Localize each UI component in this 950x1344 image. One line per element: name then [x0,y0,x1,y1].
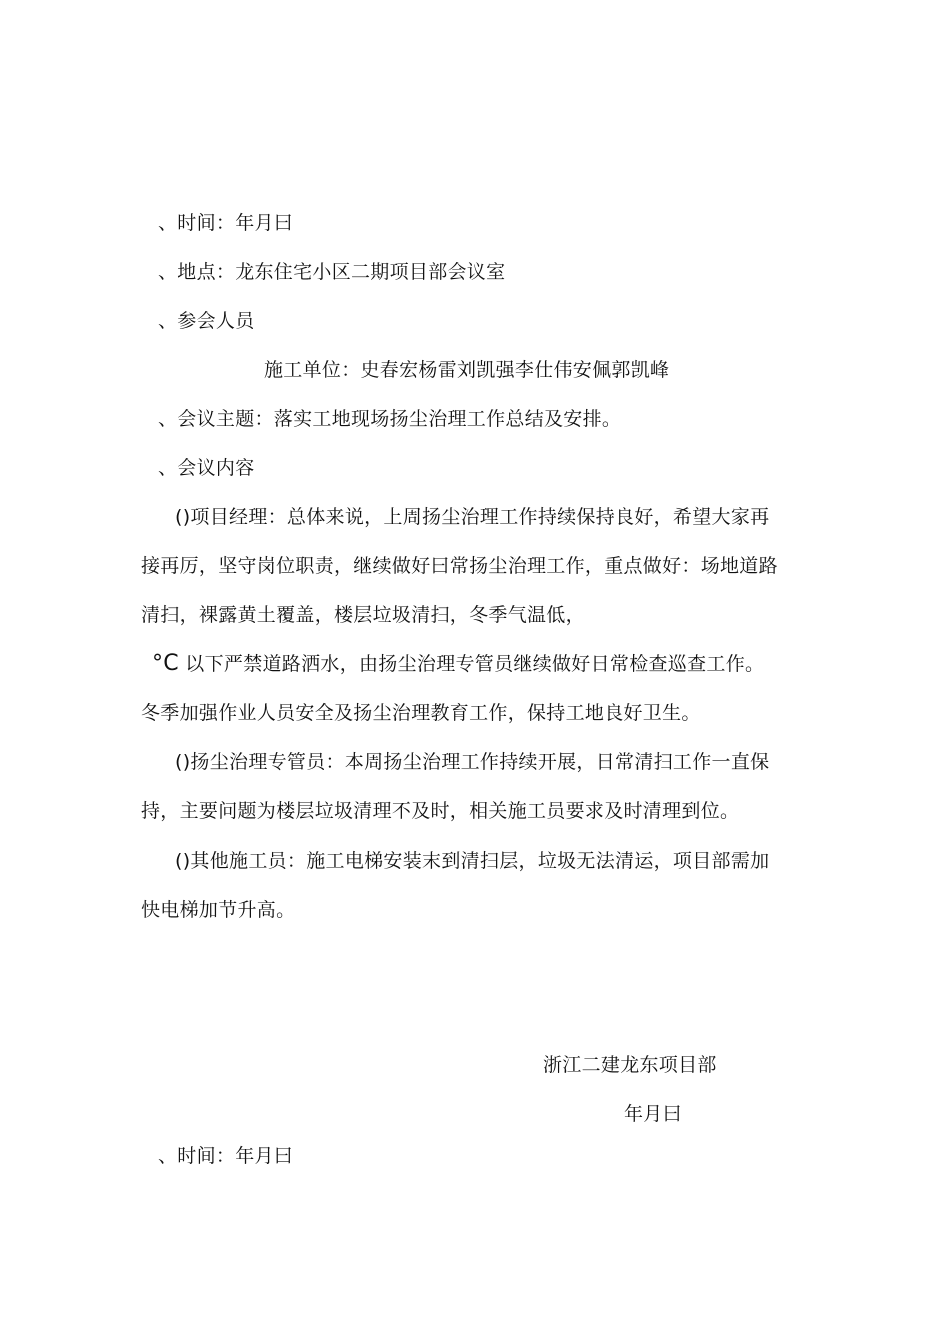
project-manager-line-5: 冬季加强作业人员安全及扬尘治理教育工作，保持工地良好卫生。 [141,702,701,724]
construction-unit-attendees: 施工单位：史春宏杨雷刘凯强李仕伟安佩郭凯峰 [264,359,670,381]
celsius-symbol: °C [152,651,179,676]
meeting-location: 、地点：龙东住宅小区二期项目部会议室 [158,261,506,283]
project-manager-line-2: 接再厉，坚守岗位职责，继续做好曰常扬尘治理工作，重点做好：场地道路 [141,555,778,577]
signature-date: 年月曰 [624,1103,682,1125]
project-manager-line-3: 清扫，裸露黄土覆盖，楼层垃圾清扫，冬季气温低， [141,604,585,626]
other-staff-line-2: 快电梯加节升高。 [141,899,296,921]
meeting-topic: 、会议主题：落实工地现场扬尘治理工作总结及安排。 [158,408,622,430]
dust-supervisor-line-2: 持，主要问题为楼层垃圾清理不及时，相关施工员要求及时清理到位。 [141,800,740,822]
project-manager-line-4 [152,651,764,677]
meeting-content-label: 、会议内容 [158,457,255,479]
next-meeting-time: 、时间：年月曰 [158,1145,294,1167]
signature-organization: 浙江二建龙东项目部 [543,1054,717,1076]
dust-supervisor-line-1: ()扬尘治理专管员：本周扬尘治理工作持续开展，日常清扫工作一直保 [175,751,770,773]
meeting-time: 、时间：年月曰 [158,212,294,234]
project-manager-line-4-text: 以下严禁道路洒水，由扬尘治理专管员继续做好日常检查巡查工作。 [178,653,765,675]
project-manager-line-1: ()项目经理：总体来说，上周扬尘治理工作持续保持良好，希望大家再 [175,506,770,528]
attendees-label: 、参会人员 [158,310,255,332]
other-staff-line-1: ()其他施工员：施工电梯安装末到清扫层，垃圾无法清运，项目部需加 [175,850,770,872]
